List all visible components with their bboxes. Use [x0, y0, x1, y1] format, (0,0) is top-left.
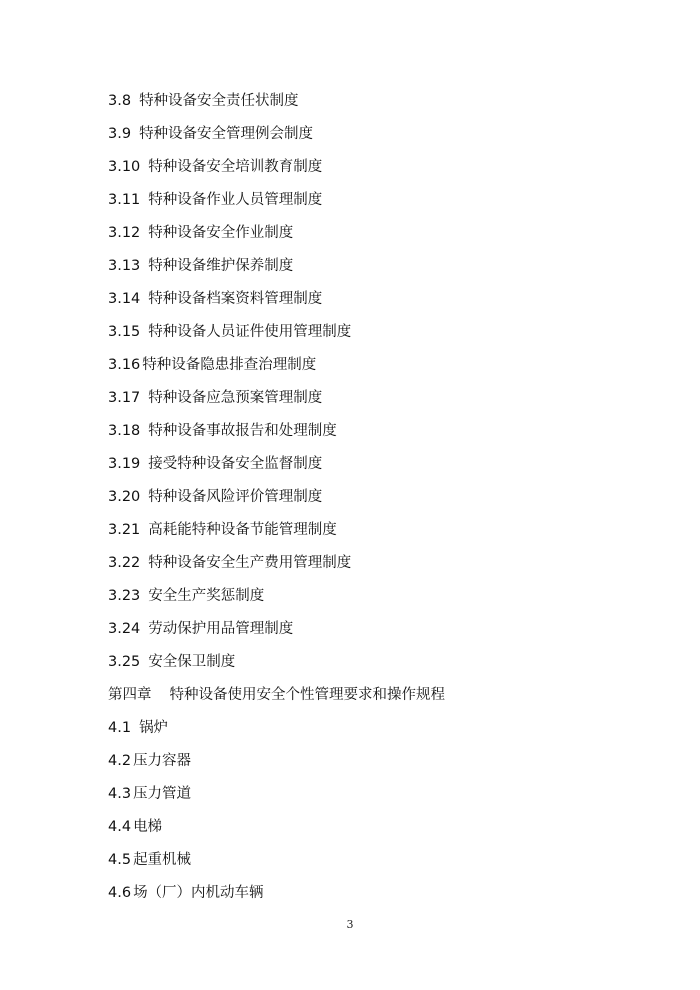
toc-item-number: 3.20 [108, 489, 141, 505]
toc-item-number: 3.16 [108, 357, 141, 373]
toc-item-number: 3.25 [108, 654, 141, 670]
toc-item [108, 517, 445, 550]
toc-item-title: 特种设备安全作业制度 [148, 225, 294, 241]
toc-item-number: 3.10 [108, 159, 141, 175]
page-number: 3 [346, 918, 354, 931]
toc-item-number: 3.15 [108, 324, 141, 340]
toc-item-number: 4.6 [108, 885, 132, 901]
toc-item [108, 418, 445, 451]
toc-item-title: 锅炉 [139, 720, 169, 736]
toc-item [108, 484, 445, 517]
toc-item [108, 154, 445, 187]
toc-item-title: 安全生产奖惩制度 [148, 588, 265, 604]
toc-item-number: 4.1 [108, 720, 132, 736]
table-of-contents [108, 88, 445, 913]
toc-item [108, 550, 445, 583]
toc-item-number: 4.4 [108, 819, 132, 835]
toc-item-title: 特种设备隐患排查治理制度 [142, 357, 317, 373]
toc-item-title: 特种设备安全培训教育制度 [148, 159, 323, 175]
toc-item-title: 特种设备人员证件使用管理制度 [148, 324, 352, 340]
toc-item-title: 特种设备安全责任状制度 [139, 93, 299, 109]
toc-item [108, 814, 445, 847]
toc-item-number: 3.23 [108, 588, 141, 604]
toc-item [108, 253, 445, 286]
toc-item-number: 3.17 [108, 390, 141, 406]
toc-item [108, 451, 445, 484]
toc-item [108, 352, 445, 385]
toc-item-number: 3.18 [108, 423, 141, 439]
toc-item-title: 起重机械 [133, 852, 192, 868]
toc-item-title: 劳动保护用品管理制度 [148, 621, 294, 637]
toc-item [108, 880, 445, 913]
toc-item-title: 特种设备档案资料管理制度 [148, 291, 323, 307]
toc-item-number: 4.3 [108, 786, 132, 802]
toc-item-number: 3.13 [108, 258, 141, 274]
toc-item-title: 压力容器 [133, 753, 192, 769]
toc-item-title: 安全保卫制度 [148, 654, 236, 670]
toc-item-number: 4.2 [108, 753, 132, 769]
toc-item [108, 616, 445, 649]
toc-item-title: 特种设备事故报告和处理制度 [148, 423, 337, 439]
toc-item-title: 电梯 [133, 819, 163, 835]
toc-item [108, 715, 445, 748]
toc-item-title: 高耗能特种设备节能管理制度 [148, 522, 337, 538]
toc-item-number: 3.22 [108, 555, 141, 571]
toc-item-title: 特种设备应急预案管理制度 [148, 390, 323, 406]
toc-item-number: 3.24 [108, 621, 141, 637]
toc-item-title: 压力管道 [133, 786, 192, 802]
toc-item-number: 3.8 [108, 93, 132, 109]
toc-item-number: 3.14 [108, 291, 141, 307]
toc-item [108, 781, 445, 814]
toc-item [108, 286, 445, 319]
toc-item [108, 187, 445, 220]
toc-item-number: 3.11 [108, 192, 141, 208]
toc-item-number: 4.5 [108, 852, 132, 868]
toc-item-title: 特种设备风险评价管理制度 [148, 489, 323, 505]
toc-item [108, 88, 445, 121]
toc-item [108, 649, 445, 682]
toc-item [108, 220, 445, 253]
toc-item-number: 3.21 [108, 522, 141, 538]
toc-item [108, 748, 445, 781]
toc-item-title: 场（厂）内机动车辆 [133, 885, 264, 901]
toc-item-number: 3.9 [108, 126, 132, 142]
toc-item-title: 特种设备安全管理例会制度 [139, 126, 314, 142]
toc-item-number: 3.19 [108, 456, 141, 472]
toc-item-title: 特种设备维护保养制度 [148, 258, 294, 274]
toc-item [108, 583, 445, 616]
toc-chapter-heading [108, 682, 445, 715]
toc-item [108, 121, 445, 154]
toc-item [108, 847, 445, 880]
toc-item-number: 3.12 [108, 225, 141, 241]
toc-chapter-number: 第四章 [108, 687, 152, 703]
toc-item-title: 特种设备安全生产费用管理制度 [148, 555, 352, 571]
toc-item [108, 319, 445, 352]
toc-item [108, 385, 445, 418]
toc-item-title: 特种设备作业人员管理制度 [148, 192, 323, 208]
toc-chapter-title: 特种设备使用安全个性管理要求和操作规程 [169, 687, 445, 703]
toc-item-title: 接受特种设备安全监督制度 [148, 456, 323, 472]
